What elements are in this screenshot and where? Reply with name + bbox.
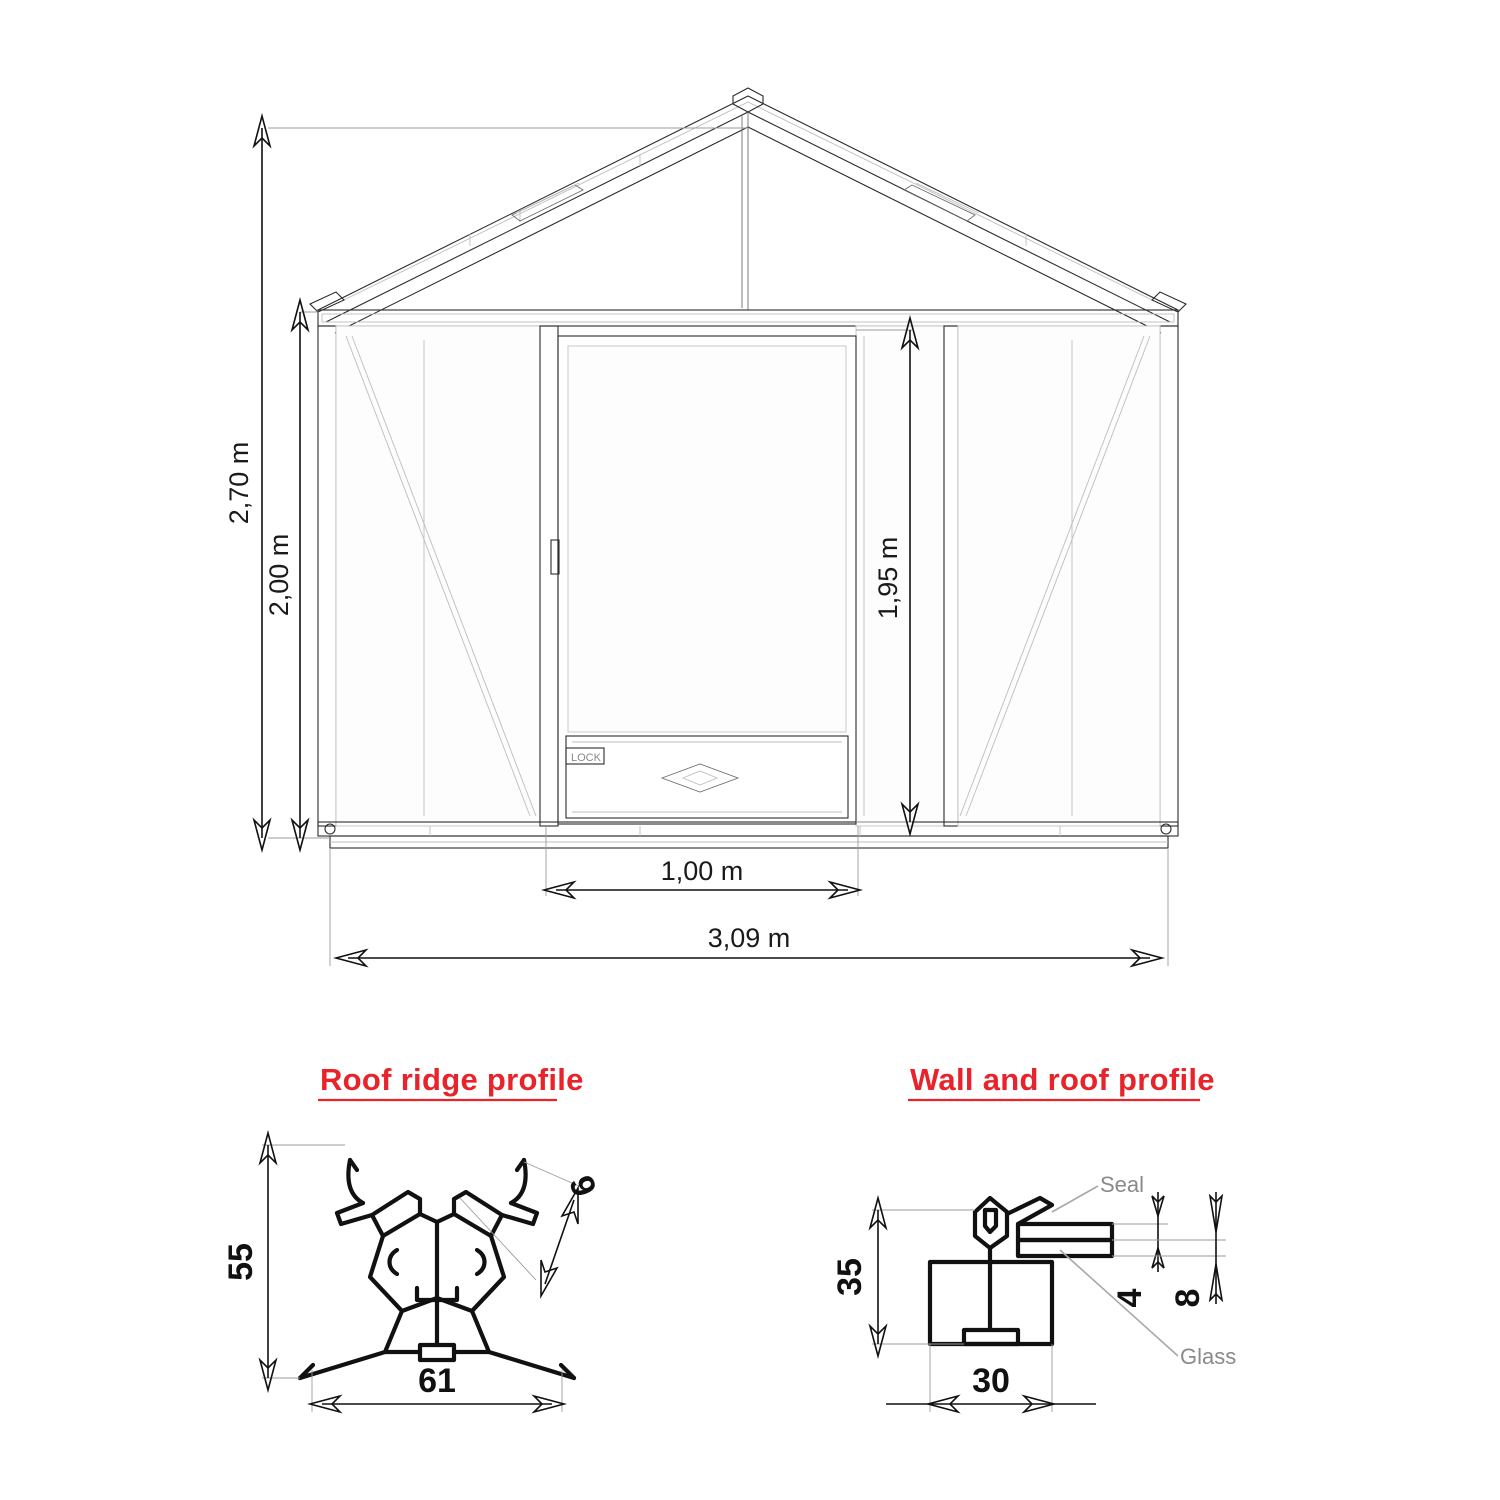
dimension-total-height-label: 2,70 m [224,441,254,525]
dimension-profile-height-label: 35 [831,1258,869,1296]
dimension-profile-width [886,1344,1096,1412]
dimension-ridge-width [310,1362,564,1412]
dimension-seal-thickness-label: 4 [1111,1288,1149,1308]
dimension-eaves-height [264,300,318,850]
roof-ridge-profile-title: Roof ridge profile [320,1062,584,1097]
dimension-ridge-height-label: 55 [222,1243,260,1281]
callout-glass [1060,1250,1236,1369]
dimension-door-width-label: 1,00 m [660,856,744,886]
glass-callout-label: Glass [1180,1344,1237,1369]
dimension-ridge-width-label: 61 [418,1362,456,1400]
dimension-door-width [544,826,860,898]
dimension-total-width-label: 3,09 m [707,923,791,953]
dimension-door-height-label: 1,95 m [873,536,903,620]
dimension-profile-width-label: 30 [972,1362,1010,1400]
section-wall-and-roof-profile [831,1062,1236,1412]
greenhouse-elevation [224,88,1186,966]
dimension-seal-thickness [1111,1192,1168,1307]
dimension-total-width [330,848,1168,966]
dimension-eaves-height-label: 2,00 m [264,533,294,617]
door-lock-label: LOCK [571,752,601,764]
roof-ridge-profile-shape [300,1160,574,1378]
dimension-glass-thickness-label: 8 [1169,1288,1207,1308]
section-roof-ridge-profile [222,1062,603,1412]
callout-seal [1052,1172,1144,1212]
wall-roof-profile-shape [930,1198,1112,1344]
dimension-ridge-height [222,1133,345,1390]
wall-and-roof-profile-title: Wall and roof profile [910,1062,1215,1097]
sliding-door [551,336,856,824]
dimension-ridge-flange-label: 9 [561,1170,604,1202]
eaves-rail [318,310,1178,326]
roof-assembly [310,88,1186,333]
seal-callout-label: Seal [1100,1172,1145,1197]
